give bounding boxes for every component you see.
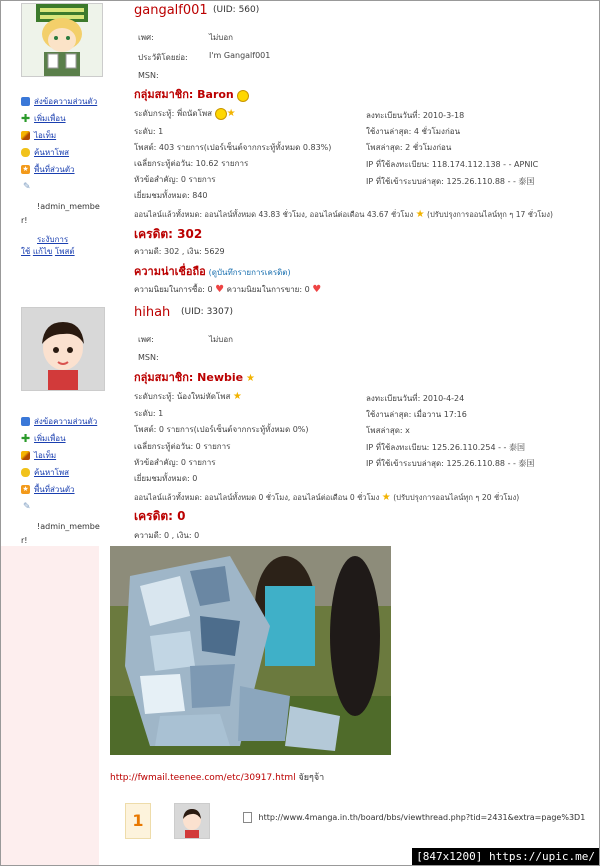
last-ip: IP ที่ใช้เข้าระบบล่าสุด: 125.26.110.88 - - 泰国 [366, 177, 535, 186]
rank-text: ระดับกระทู้: น้องใหม่หัดโพส [134, 392, 231, 401]
star-icon: ★ [381, 492, 391, 503]
menu-label[interactable]: ส่งข้อความส่วนตัว [34, 97, 98, 106]
level: ระดับ: 1 [134, 409, 164, 418]
embedded-photo[interactable] [110, 546, 391, 755]
envelope-icon [21, 97, 30, 106]
star-box-icon: ★ [22, 485, 29, 493]
digest-count: หัวข้อสำคัญ: 0 รายการ [134, 458, 216, 467]
member-group [134, 368, 255, 386]
bio-value: I'm Gangalf001 [209, 51, 271, 60]
wand-icon [21, 451, 30, 460]
trust-values [134, 283, 321, 296]
menu-item-2[interactable] [21, 449, 56, 462]
heart-icon: ♥ [312, 284, 322, 295]
chat-bubble-icon [21, 468, 30, 477]
menu-label[interactable]: ไอเท็ม [34, 131, 57, 140]
menu-search-posts-2[interactable] [21, 466, 69, 479]
menu-search-posts-1[interactable] [21, 146, 69, 159]
avatar-hihah[interactable] [21, 307, 105, 391]
sell-rating: ความนิยมในการขาย: 0 [226, 285, 310, 294]
smiley-icon [237, 90, 249, 102]
last-active: ใช้งานล่าสุด: เมื่อวาน 17:16 [366, 410, 467, 419]
star-icon: ★ [226, 108, 236, 119]
smiley-icon [215, 108, 227, 120]
heart-icon: ♥ [215, 284, 225, 295]
reg-date: ลงทะเบียนวันที่: 2010-3-18 [366, 111, 465, 120]
gender-label: เพศ: [138, 33, 154, 42]
menu-label[interactable]: พื้นที่ส่วนตัว [34, 165, 75, 174]
chat-bubble-icon [21, 148, 30, 157]
msn-label: MSN: [138, 353, 159, 362]
last-post: โพสล่าสุด: x [366, 426, 410, 435]
image-footer: [847x1200] https://upic.me/ [412, 848, 599, 865]
reg-date: ลงทะเบียนวันที่: 2010-4-24 [366, 394, 465, 403]
online-note: (ปรับปรุงการออนไลน์ทุก ๆ 20 ชั่วโมง) [393, 493, 520, 502]
manage-label[interactable]: ระงับการ [37, 235, 69, 244]
rank-label [134, 390, 242, 403]
admin-member-text: !admin_membe [37, 522, 100, 531]
trust-label: ความน่าเชื่อถือ [134, 265, 206, 278]
menu-label[interactable]: พื้นที่ส่วนตัว [34, 485, 75, 494]
avatar-hihah-small[interactable] [174, 803, 210, 839]
link-suffix: จัยๆจ้า [298, 773, 325, 783]
star-icon: ★ [232, 391, 242, 402]
rank-label [134, 107, 236, 120]
action-use[interactable]: ใช้ [21, 247, 31, 256]
admin-member-text-cont: r! [21, 216, 28, 225]
last-post: โพสล่าสุด: 2 ชั่วโมงก่อน [366, 143, 452, 152]
menu-label[interactable]: ส่งข้อความส่วนตัว [34, 417, 98, 426]
menu-send-pm-2[interactable] [21, 415, 97, 428]
ref-url-row [243, 812, 585, 823]
menu-item-1[interactable] [21, 129, 56, 142]
buy-rating: ความนิยมในการซื้อ: 0 [134, 285, 213, 294]
msn-label: MSN: [138, 71, 159, 80]
member-group [134, 85, 249, 103]
reg-ip: IP ที่ใช้ลงทะเบียน: 118.174.112.138 - - APNIC [366, 160, 539, 169]
plus-icon: ✚ [21, 432, 31, 445]
posts-count: โพสต์: 0 รายการ(เปอร์เซ็นต์จากกระทู้ทั้งหมด 0%) [134, 425, 309, 434]
menu-send-pm-1[interactable] [21, 95, 97, 108]
menu-add-friend-2[interactable] [21, 432, 66, 445]
floor-number: 1 [125, 803, 151, 839]
star-box-icon: ★ [22, 165, 29, 173]
digest-count: หัวข้อสำคัญ: 0 รายการ [134, 175, 216, 184]
gender-value: ไม่บอก [209, 335, 234, 344]
online-time [134, 209, 553, 221]
left-column [1, 1, 101, 546]
external-link[interactable]: http://fwmail.teenee.com/etc/30917.html [110, 773, 296, 783]
menu-label[interactable]: ไอเท็ม [34, 451, 57, 460]
user-uid: (UID: 560) [213, 5, 260, 15]
avatar-gangalf001[interactable] [21, 3, 103, 77]
menu-personal-space-1[interactable] [21, 163, 75, 176]
menu-add-friend-1[interactable] [21, 112, 66, 125]
star-icon: ★ [415, 209, 425, 220]
rank-text: ระดับกระทู้: พี่ถนัดโพส [134, 109, 213, 118]
avg-posts: เฉลี่ยกระทู้ต่อวัน: 10.62 รายการ [134, 159, 249, 168]
menu-label[interactable]: เพิ่มเพื่อน [34, 434, 66, 443]
ref-url[interactable]: http://www.4manga.in.th/board/bbs/viewthread.php?tid=2431&extra=page%3D1 [258, 813, 586, 822]
reg-ip: IP ที่ใช้ลงทะเบียน: 125.26.110.254 - - 泰国 [366, 443, 525, 452]
visits-count: เยี่ยมชมทั้งหมด: 0 [134, 474, 198, 483]
avg-posts: เฉลี่ยกระทู้ต่อวัน: 0 รายการ [134, 442, 231, 451]
credit: เครดิต: 0 [134, 509, 186, 523]
last-active: ใช้งานล่าสุด: 4 ชั่วโมงก่อน [366, 127, 461, 136]
msn-icon: ✎ [23, 502, 31, 512]
visits-count: เยี่ยมชมทั้งหมด: 840 [134, 191, 208, 200]
username-hihah[interactable]: hihah [134, 305, 171, 320]
msn-icon: ✎ [23, 182, 31, 192]
gender-value: ไม่บอก [209, 33, 234, 42]
menu-personal-space-2[interactable] [21, 483, 75, 496]
level: ระดับ: 1 [134, 127, 164, 136]
trust-heading [134, 262, 291, 280]
action-post[interactable]: โพสต์ [54, 247, 75, 256]
gender-label: เพศ: [138, 335, 154, 344]
user-stats: ความดี: 302 , เงิน: 5629 [134, 247, 225, 256]
plus-icon: ✚ [21, 112, 31, 125]
admin-member-text-cont: r! [21, 536, 28, 545]
action-edit[interactable]: แก้ไข [32, 247, 53, 256]
last-ip: IP ที่ใช้เข้าระบบล่าสุด: 125.26.110.88 - - 泰国 [366, 459, 535, 468]
document-icon [243, 812, 252, 823]
user-uid: (UID: 3307) [181, 307, 233, 317]
admin-actions [21, 245, 75, 258]
bio-label: ประวัติโดยย่อ: [138, 53, 188, 62]
online-text: ออนไลน์แล้วทั้งหมด: ออนไลน์ทั้งหมด 0 ชั่วโมง, ออนไลน์ต่อเดือน 0 ชั่วโมง [134, 493, 380, 502]
wand-icon [21, 131, 30, 140]
credit-log-link[interactable]: (ดูบันทึกรายการเครดิต) [208, 268, 291, 277]
online-note: (ปรับปรุงการออนไลน์ทุก ๆ 17 ชั่วโมง) [427, 210, 553, 219]
online-text: ออนไลน์แล้วทั้งหมด: ออนไลน์ทั้งหมด 43.83 ชั่วโมง, ออนไลน์ต่อเดือน 43.67 ชั่วโมง [134, 210, 414, 219]
group-label: กลุ่มสมาชิก: Newbie [134, 371, 244, 384]
star-icon: ★ [245, 373, 255, 384]
posts-count: โพสต์: 403 รายการ(เปอร์เซ็นต์จากกระทู้ทั้งหมด 0.83%) [134, 143, 332, 152]
credit: เครดิต: 302 [134, 227, 203, 241]
left-column-empty [1, 546, 99, 866]
user-stats: ความดี: 0 , เงิน: 0 [134, 531, 200, 540]
group-label: กลุ่มสมาชิก: Baron [134, 88, 234, 101]
admin-member-text: !admin_membe [37, 202, 100, 211]
menu-label[interactable]: ค้นหาโพส [34, 148, 70, 157]
username-gangalf001[interactable]: gangalf001 [134, 3, 208, 18]
menu-label[interactable]: ค้นหาโพส [34, 468, 70, 477]
menu-label[interactable]: เพิ่มเพื่อน [34, 114, 66, 123]
online-time [134, 492, 519, 504]
envelope-icon [21, 417, 30, 426]
content-link-row [110, 770, 324, 784]
